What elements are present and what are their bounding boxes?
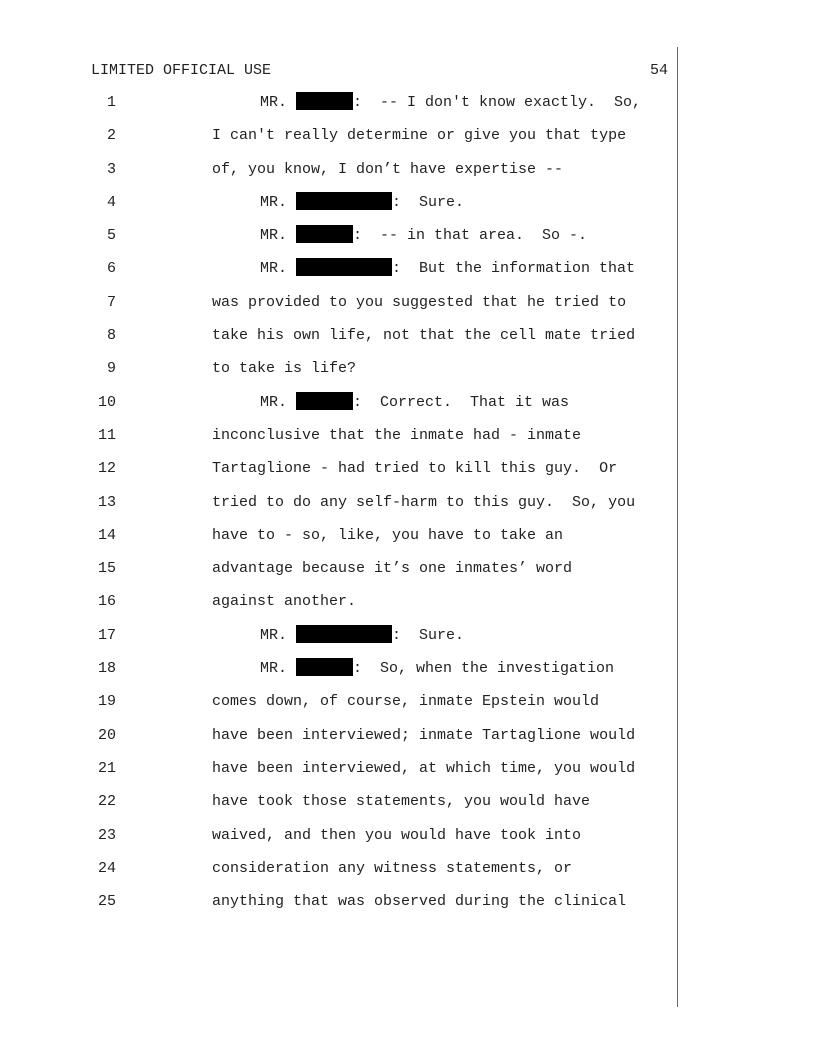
line-text: was provided to you suggested that he tried to <box>212 293 627 311</box>
line-text <box>260 192 464 214</box>
line-text: have been interviewed; inmate Tartaglione would <box>212 726 636 744</box>
line-text: have been interviewed, at which time, you would <box>212 759 636 777</box>
line-number: 14 <box>97 526 116 544</box>
line-text: against another. <box>212 593 357 611</box>
speech-text: : Sure. <box>392 626 465 644</box>
transcript-line <box>0 725 816 758</box>
line-text <box>260 258 635 280</box>
line-number: 15 <box>97 560 116 578</box>
line-number: 17 <box>97 626 116 644</box>
line-text: waived, and then you would have took into <box>212 826 582 844</box>
line-number: 10 <box>97 393 116 411</box>
speaker-prefix: MR. <box>260 227 297 245</box>
line-number: 2 <box>106 127 116 145</box>
speaker-prefix: MR. <box>260 94 297 111</box>
line-number: 6 <box>106 260 116 278</box>
transcript-line <box>0 492 816 525</box>
redaction-block <box>296 625 392 643</box>
line-number: 20 <box>97 726 116 744</box>
transcript-line <box>0 591 816 624</box>
transcript-line <box>0 225 816 258</box>
line-text: have to - so, like, you have to take an <box>212 526 564 544</box>
transcript-line <box>0 292 816 325</box>
line-number: 7 <box>106 293 116 311</box>
line-text: consideration any witness statements, or <box>212 859 573 877</box>
speaker-prefix: MR. <box>260 260 297 278</box>
redaction-block <box>296 392 353 410</box>
line-number: 19 <box>97 693 116 711</box>
transcript-line <box>0 358 816 391</box>
line-number: 9 <box>106 360 116 378</box>
line-text: anything that was observed during the clinical <box>212 893 627 911</box>
line-text <box>260 225 587 247</box>
transcript-line <box>0 425 816 458</box>
transcript-line <box>0 658 816 691</box>
transcript-line <box>0 691 816 724</box>
transcript-line <box>0 891 816 924</box>
transcript-line <box>0 558 816 591</box>
speech-text: : Sure. <box>392 193 465 211</box>
line-number: 21 <box>97 759 116 777</box>
line-text: Tartaglione - had tried to kill this guy. Or <box>212 460 618 478</box>
page-number: 54 <box>649 62 668 79</box>
line-text: advantage because it’s one inmates’ word <box>212 560 573 578</box>
transcript-line <box>0 192 816 225</box>
transcript-line <box>0 791 816 824</box>
line-text: comes down, of course, inmate Epstein would <box>212 693 600 711</box>
line-text: have took those statements, you would have <box>212 793 591 811</box>
transcript-line <box>0 258 816 291</box>
transcript-line <box>0 325 816 358</box>
redaction-block <box>296 92 353 110</box>
line-number: 22 <box>97 793 116 811</box>
line-number: 11 <box>97 426 116 444</box>
line-number: 12 <box>97 460 116 478</box>
line-number: 13 <box>97 493 116 511</box>
transcript-line <box>0 92 816 125</box>
speaker-prefix: MR. <box>260 193 297 211</box>
line-text: to take is life? <box>212 360 357 378</box>
redaction-block <box>296 192 392 210</box>
speech-text: : So, when the investigation <box>353 660 615 678</box>
line-text <box>260 658 614 680</box>
transcript-line <box>0 458 816 491</box>
transcript-line <box>0 125 816 158</box>
speaker-prefix: MR. <box>260 660 297 678</box>
line-number: 5 <box>106 227 116 245</box>
line-text: inconclusive that the inmate had - inmate <box>212 426 582 444</box>
line-number: 24 <box>97 859 116 877</box>
line-number: 1 <box>106 94 116 111</box>
redaction-block <box>296 225 353 243</box>
line-text: of, you know, I don’t have expertise -- <box>212 160 564 178</box>
line-number: 18 <box>97 660 116 678</box>
transcript-body <box>0 92 816 924</box>
transcript-line <box>0 758 816 791</box>
speaker-prefix: MR. <box>260 393 297 411</box>
line-text <box>260 92 641 114</box>
redaction-block <box>296 658 353 676</box>
transcript-line <box>0 825 816 858</box>
speaker-prefix: MR. <box>260 626 297 644</box>
line-number: 4 <box>106 193 116 211</box>
speech-text: : Correct. That it was <box>353 393 570 411</box>
line-text <box>260 392 569 414</box>
line-text: tried to do any self-harm to this guy. So, you <box>212 493 636 511</box>
transcript-line <box>0 392 816 425</box>
line-number: 25 <box>97 893 116 911</box>
line-number: 3 <box>106 160 116 178</box>
speech-text: : But the information that <box>392 260 636 278</box>
line-text <box>260 625 464 647</box>
speech-text: : -- in that area. So -. <box>353 227 588 245</box>
speech-text: : -- I don't know exactly. So, <box>353 94 642 111</box>
line-text: take his own life, not that the cell mate tried <box>212 327 636 345</box>
document-header-classification: LIMITED OFFICIAL USE <box>91 62 272 79</box>
line-number: 8 <box>106 327 116 345</box>
transcript-line <box>0 525 816 558</box>
transcript-line <box>0 159 816 192</box>
transcript-line <box>0 858 816 891</box>
redaction-block <box>296 258 392 276</box>
line-number: 23 <box>97 826 116 844</box>
transcript-line <box>0 625 816 658</box>
line-text: I can't really determine or give you that type <box>212 127 627 145</box>
line-number: 16 <box>97 593 116 611</box>
